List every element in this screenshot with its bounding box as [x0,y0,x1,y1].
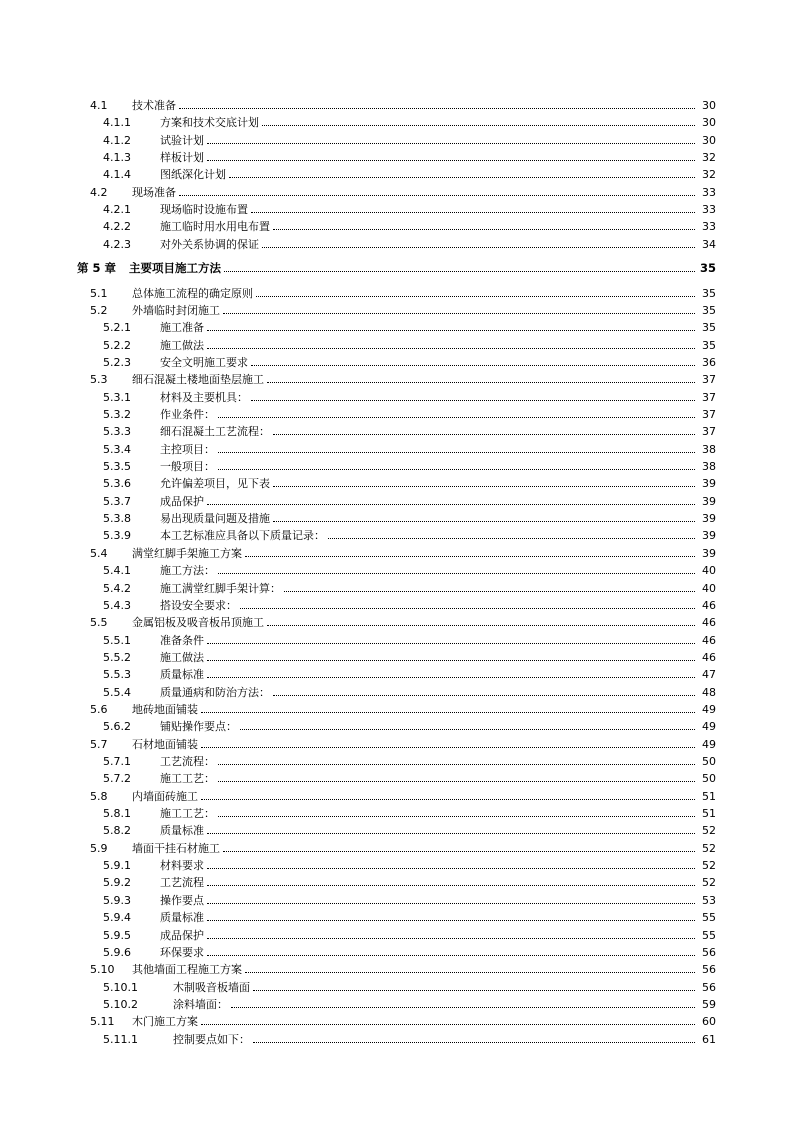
toc-leader-dots [207,937,695,939]
toc-entry[interactable] [103,994,716,1011]
toc-leader-dots [229,176,695,178]
toc-entry[interactable] [90,369,716,386]
toc-page-number: 40 [702,581,716,595]
toc-entry[interactable] [103,872,716,889]
toc-title: 控制要点如下： [173,1032,250,1046]
toc-leader-dots [256,295,695,297]
toc-number: 5.8.1 [103,807,131,820]
toc-title: 施工方法： [160,564,215,578]
toc-entry[interactable] [103,578,716,595]
toc-number: 5.11.1 [103,1032,138,1046]
toc-title: 准备条件 [160,633,204,647]
toc-entry[interactable] [103,768,716,785]
toc-entry[interactable] [103,421,716,438]
toc-entry[interactable] [103,1029,716,1046]
toc-leader-dots [179,194,695,196]
toc-page-number: 56 [702,963,716,977]
toc-page-number: 39 [702,529,716,543]
toc-number: 第 5 章 [77,261,117,276]
toc-title: 施工满堂红脚手架计算： [160,581,281,595]
toc-number: 5.3.4 [103,442,131,456]
toc-entry[interactable] [103,473,716,490]
toc-leader-dots [240,607,695,609]
toc-chapter-entry[interactable] [77,258,716,275]
toc-page-number: 39 [702,512,716,526]
toc-title: 安全文明施工要求 [160,355,248,369]
toc-leader-dots [218,815,695,817]
toc-page-number: 37 [702,408,716,421]
toc-leader-dots [207,642,695,644]
toc-number: 5.4.3 [103,598,131,612]
toc-leader-dots [328,537,695,539]
toc-page-number: 39 [702,477,716,491]
toc-title: 石材地面铺装 [132,737,198,751]
toc-entry[interactable] [103,977,716,994]
toc-title: 细石混凝土楼地面垫层施工 [132,373,264,387]
toc-title: 主要项目施工方法 [129,261,221,276]
toc-page-number: 51 [702,789,716,803]
toc-number: 5.3 [90,373,108,387]
toc-entry[interactable] [90,283,716,300]
toc-title: 工艺流程： [160,755,215,768]
toc-number: 4.2.2 [103,220,131,234]
toc-entry[interactable] [103,404,716,421]
toc-page-number: 33 [702,185,716,199]
toc-leader-dots [231,1006,695,1008]
toc-title: 一般项目： [160,460,215,473]
toc-entry[interactable] [103,335,716,352]
toc-number: 5.3.2 [103,408,131,421]
toc-page-number: 48 [702,685,716,699]
toc-page-number: 53 [702,893,716,907]
toc-leader-dots [240,728,695,730]
toc-entry[interactable] [103,907,716,924]
toc-page-number: 32 [702,168,716,182]
toc-number: 4.1.4 [103,168,131,182]
toc-number: 5.7 [90,737,108,751]
toc-entry[interactable] [103,234,716,251]
toc-title: 满堂红脚手架施工方案 [132,546,242,560]
toc-entry[interactable] [103,803,716,820]
toc-title: 方案和技术交底计划 [160,116,259,130]
toc-title: 质量标准 [160,668,204,682]
toc-page-number: 46 [702,598,716,612]
toc-title: 主控项目： [160,442,215,456]
toc-number: 4.1.2 [103,133,131,147]
toc-leader-dots [201,1023,695,1025]
toc-page-number: 60 [702,1015,716,1029]
toc-leader-dots [207,676,695,678]
toc-entry[interactable] [103,855,716,872]
toc-title: 地砖地面铺装 [132,702,198,716]
toc-number: 5.10.1 [103,980,138,994]
toc-page-number: 56 [702,945,716,959]
toc-entry[interactable] [103,491,716,508]
toc-entry[interactable] [90,612,716,629]
toc-title: 总体施工流程的确定原则 [132,286,253,300]
toc-number: 5.7.1 [103,755,131,768]
toc-entry[interactable] [103,890,716,907]
toc-title: 环保要求 [160,945,204,959]
toc-page-number: 38 [702,442,716,456]
toc-page-number: 37 [702,425,716,439]
toc-page-number: 33 [702,220,716,234]
toc-number: 5.9.3 [103,893,131,907]
toc-title: 内墙面砖施工 [132,789,198,803]
toc-entry[interactable] [103,164,716,181]
toc-number: 4.1.1 [103,116,131,130]
toc-number: 5.2.1 [103,321,131,335]
toc-number: 5.3.1 [103,390,131,404]
toc-number: 5.1 [90,286,108,300]
toc-leader-dots [251,211,695,213]
toc-entry[interactable] [90,786,716,803]
toc-entry[interactable] [90,838,716,855]
toc-title: 图纸深化计划 [160,168,226,182]
toc-page-number: 35 [702,338,716,352]
toc-title: 操作要点 [160,893,204,907]
toc-leader-dots [218,763,695,765]
toc-title: 易出现质量问题及措施 [160,512,270,526]
toc-leader-dots [251,399,695,401]
toc-page-number: 30 [702,116,716,130]
toc-leader-dots [245,555,695,557]
toc-leader-dots [207,347,695,349]
toc-number: 5.5.2 [103,650,131,664]
toc-title: 木门施工方案 [132,1015,198,1029]
toc-leader-dots [207,659,695,661]
toc-entry[interactable] [103,216,716,233]
toc-leader-dots [207,902,695,904]
toc-leader-dots [273,228,695,230]
toc-leader-dots [201,798,695,800]
toc-page-number: 39 [702,546,716,560]
toc-leader-dots [201,746,695,748]
toc-title: 金属铝板及吸音板吊顶施工 [132,616,264,630]
toc-leader-dots [201,711,695,713]
toc-leader-dots [207,329,695,331]
toc-entry[interactable] [90,300,716,317]
toc-page-number: 52 [702,859,716,873]
toc-leader-dots [207,142,695,144]
toc-title: 外墙临时封闭施工 [132,303,220,317]
toc-page-number: 30 [702,133,716,147]
toc-title: 木制吸音板墙面 [173,980,250,994]
toc-entry[interactable] [103,647,716,664]
toc-number: 5.10 [90,963,115,977]
toc-number: 4.1 [90,99,108,112]
toc-number: 5.10.2 [103,997,138,1011]
toc-entry[interactable] [103,942,716,959]
toc-page-number: 49 [702,720,716,734]
toc-leader-dots [273,520,695,522]
toc-leader-dots [223,850,695,852]
toc-leader-dots [207,867,695,869]
toc-leader-dots [284,590,695,592]
toc-number: 5.9.5 [103,928,131,942]
toc-page-number: 56 [702,980,716,994]
toc-title: 作业条件： [160,408,215,421]
toc-entry[interactable] [90,182,716,199]
toc-number: 5.4 [90,546,108,560]
toc-entry[interactable] [103,716,716,733]
toc-page-number: 52 [702,841,716,855]
toc-title: 质量通病和防治方法： [160,685,270,699]
toc-entry[interactable] [103,664,716,681]
toc-title: 施工做法 [160,650,204,664]
toc-number: 5.2 [90,303,108,317]
toc-number: 5.6.2 [103,720,131,734]
toc-leader-dots [218,451,695,453]
toc-title: 工艺流程 [160,876,204,890]
toc-leader-dots [207,954,695,956]
toc-entry[interactable] [90,1011,716,1028]
toc-entry[interactable] [103,595,716,612]
toc-title: 墙面干挂石材施工 [132,841,220,855]
toc-page-number: 50 [702,772,716,786]
toc-title: 施工做法 [160,338,204,352]
toc-page-number: 46 [702,650,716,664]
toc-page-number: 46 [702,633,716,647]
toc-leader-dots [223,312,695,314]
toc-number: 5.9.6 [103,945,131,959]
toc-leader-dots [251,364,695,366]
toc-page-number: 36 [702,355,716,369]
toc-leader-dots [253,989,695,991]
toc-leader-dots [207,832,695,834]
toc-page-number: 37 [702,373,716,387]
toc-title: 材料及主要机具： [160,390,248,404]
toc-page-number: 52 [702,876,716,890]
toc-leader-dots [273,694,695,696]
toc-title: 成品保护 [160,494,204,508]
toc-number: 5.5.3 [103,668,131,682]
toc-leader-dots [179,107,695,109]
toc-number: 5.2.3 [103,355,131,369]
toc-leader-dots [218,780,695,782]
toc-title: 现场临时设施布置 [160,203,248,217]
toc-number: 5.9.1 [103,859,131,873]
toc-number: 5.5.1 [103,633,131,647]
toc-entry[interactable] [103,387,716,404]
toc-leader-dots [245,971,695,973]
toc-page-number: 34 [702,237,716,251]
toc-leader-dots [267,381,695,383]
toc-number: 5.9.2 [103,876,131,890]
toc-leader-dots [218,468,695,470]
toc-title: 施工工艺： [160,772,215,786]
toc-page-number: 55 [702,911,716,925]
toc-entry[interactable] [103,508,716,525]
toc-number: 5.3.5 [103,460,131,473]
toc-number: 5.4.1 [103,564,131,578]
toc-entry[interactable] [103,352,716,369]
toc-leader-dots [273,433,695,435]
toc-entry[interactable] [103,147,716,164]
toc-page-number: 33 [702,203,716,217]
toc-page-number: 46 [702,616,716,630]
toc-title: 细石混凝土工艺流程： [160,425,270,439]
toc-entry[interactable] [103,456,716,473]
toc-leader-dots [207,503,695,505]
toc-number: 5.8 [90,789,108,803]
toc-page-number: 39 [702,494,716,508]
toc-number: 4.2.1 [103,203,131,217]
toc-title: 材料要求 [160,859,204,873]
toc-title: 铺贴操作要点： [160,720,237,734]
toc-page-number: 40 [702,564,716,578]
toc-page-number: 49 [702,702,716,716]
toc-entry[interactable] [103,199,716,216]
toc-title: 试验计划 [160,133,204,147]
toc-page-number: 35 [702,321,716,335]
toc-entry[interactable] [103,439,716,456]
toc-entry[interactable] [90,959,716,976]
toc-number: 5.5.4 [103,685,131,699]
toc-leader-dots [207,919,695,921]
toc-title: 施工准备 [160,321,204,335]
toc-page-number: 47 [702,668,716,682]
toc-page-number: 50 [702,755,716,768]
toc-number: 5.7.2 [103,772,131,786]
toc-number: 5.3.8 [103,512,131,526]
toc-page-number: 61 [702,1032,716,1046]
toc-leader-dots [207,884,695,886]
toc-entry[interactable] [90,543,716,560]
toc-page-number: 59 [702,997,716,1011]
toc-title: 施工工艺： [160,807,215,820]
toc-title: 其他墙面工程施工方案 [132,963,242,977]
toc-title: 本工艺标准应具备以下质量记录： [160,529,325,543]
toc-entry[interactable] [103,560,716,577]
toc-page-number: 51 [702,807,716,820]
toc-title: 现场准备 [132,185,176,199]
toc-entry[interactable] [103,525,716,542]
toc-page-number: 35 [699,261,716,276]
toc-entry[interactable] [103,112,716,129]
toc-title: 施工临时用水用电布置 [160,220,270,234]
toc-page-number: 52 [702,824,716,838]
toc-leader-dots [267,624,695,626]
toc-entry[interactable] [90,699,716,716]
toc-page-number: 35 [702,286,716,300]
toc-page-number: 32 [702,151,716,165]
toc-page-number: 38 [702,460,716,473]
toc-title: 技术准备 [132,99,176,112]
toc-number: 4.2 [90,185,108,199]
toc-title: 质量标准 [160,911,204,925]
toc-leader-dots [224,270,695,272]
toc-number: 5.9 [90,841,108,855]
toc-page-number: 30 [702,99,716,112]
toc-number: 5.8.2 [103,824,131,838]
toc-number: 5.3.6 [103,477,131,491]
toc-number: 5.3.3 [103,425,131,439]
toc-number: 5.9.4 [103,911,131,925]
toc-leader-dots [262,124,695,126]
toc-number: 5.3.7 [103,494,131,508]
toc-page-number: 35 [702,303,716,317]
toc-leader-dots [262,246,695,248]
toc-number: 4.1.3 [103,151,131,165]
toc-title: 质量标准 [160,824,204,838]
toc-number: 4.2.3 [103,237,131,251]
toc-page-number: 49 [702,737,716,751]
toc-entry[interactable] [90,95,716,112]
toc-title: 涂料墙面： [173,997,228,1011]
toc-leader-dots [253,1041,695,1043]
toc-title: 搭设安全要求： [160,598,237,612]
toc-page-number: 55 [702,928,716,942]
toc-page-number: 37 [702,390,716,404]
toc-title: 样板计划 [160,151,204,165]
toc-number: 5.4.2 [103,581,131,595]
toc-entry[interactable] [103,130,716,147]
toc-title: 对外关系协调的保证 [160,237,259,251]
toc-title: 成品保护 [160,928,204,942]
toc-number: 5.6 [90,702,108,716]
toc-leader-dots [273,485,695,487]
toc-entry[interactable] [103,751,716,768]
toc-title: 允许偏差项目，见下表 [160,477,270,491]
toc-leader-dots [218,416,695,418]
toc-leader-dots [218,572,695,574]
toc-entry[interactable] [103,630,716,647]
toc-number: 5.5 [90,616,108,630]
toc-leader-dots [207,159,695,161]
toc-entry[interactable] [103,925,716,942]
toc-entry[interactable] [103,820,716,837]
toc-entry[interactable] [90,734,716,751]
toc-number: 5.3.9 [103,529,131,543]
toc-number: 5.11 [90,1015,115,1029]
toc-entry[interactable] [103,682,716,699]
toc-number: 5.2.2 [103,338,131,352]
toc-entry[interactable] [103,317,716,334]
